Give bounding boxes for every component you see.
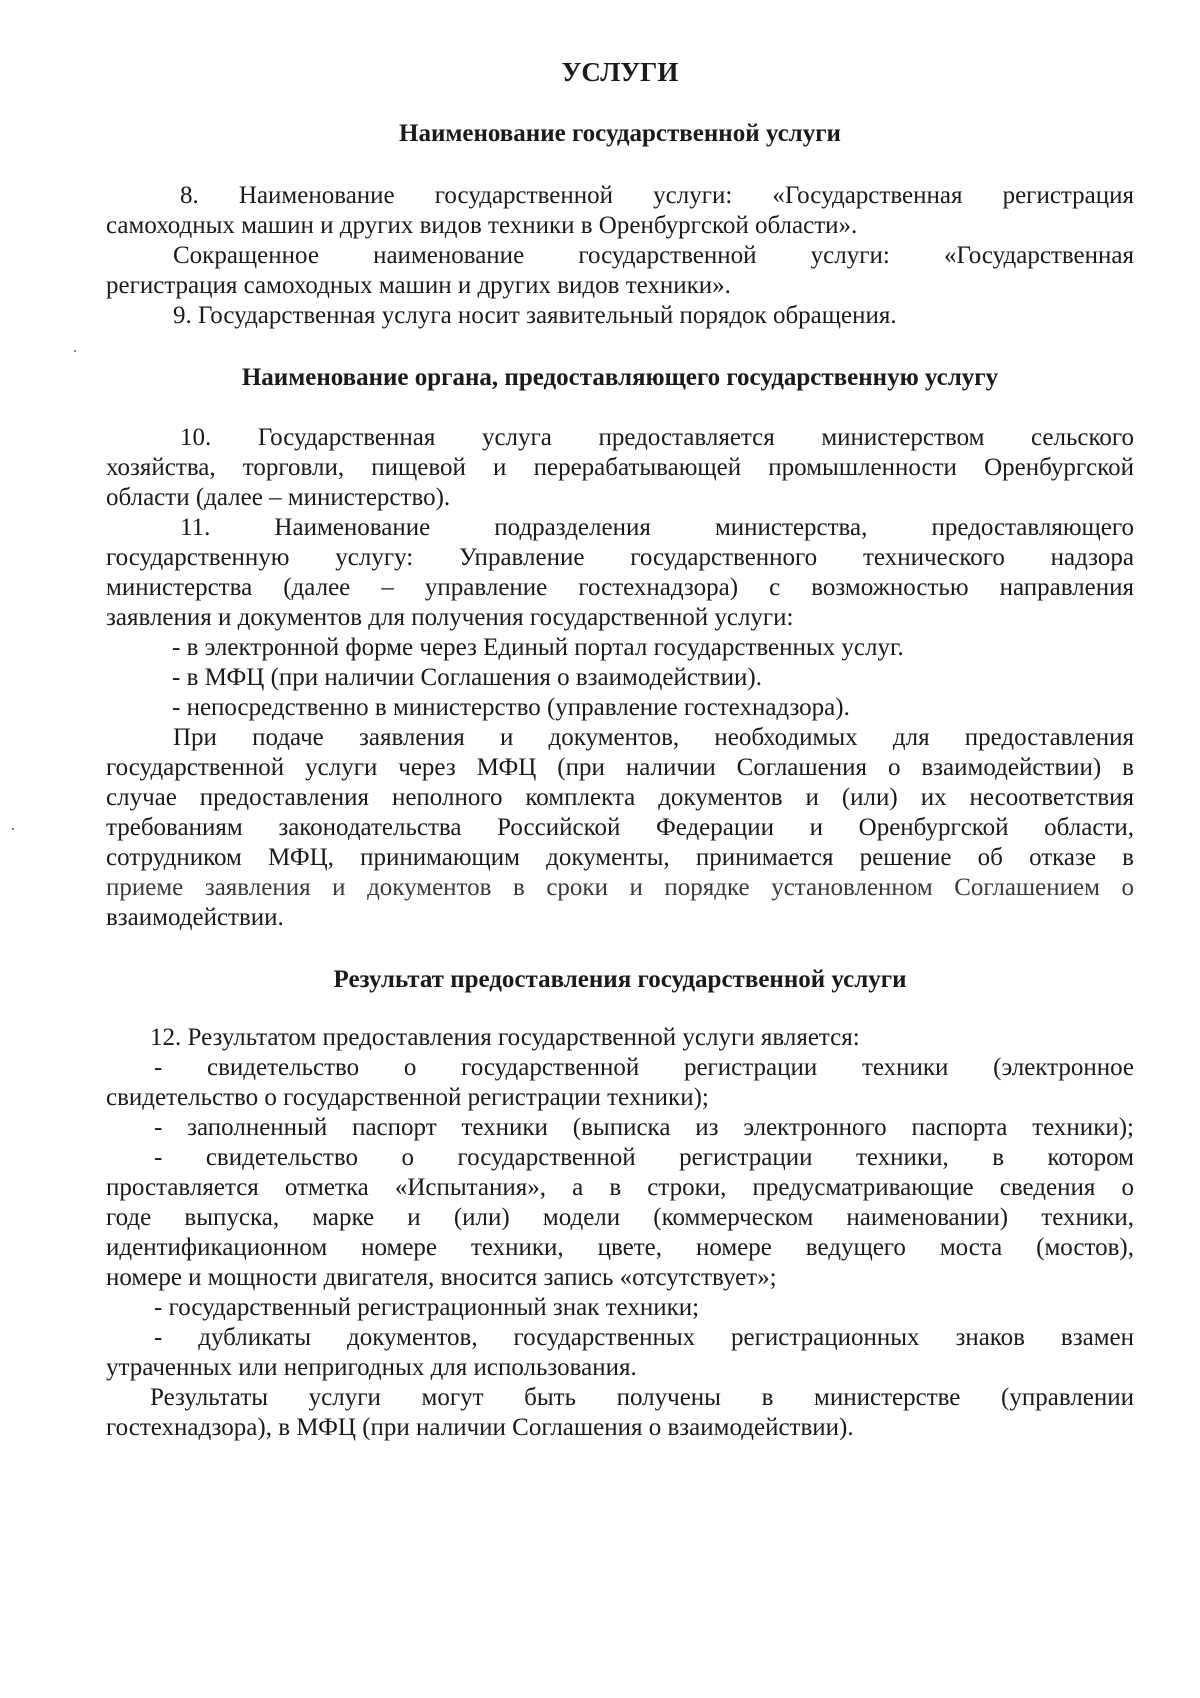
text-line: самоходных машин и других видов техники в Оренбургской области».: [106, 212, 858, 239]
text-line: 11. Наименование подразделения министерства, предоставляющего: [180, 514, 1134, 541]
list-item: - государственный регистрационный знак техники;: [154, 1294, 700, 1321]
text-line: Результаты услуги могут быть получены в министерстве (управлении: [150, 1384, 1134, 1411]
list-item: - непосредственно в министерство (управление гостехнадзора).: [172, 694, 850, 721]
text-line: свидетельство о государственной регистрации техники);: [106, 1084, 709, 1111]
text-line: приеме заявления и документов в сроки и порядке установленном Соглашением о: [106, 874, 1134, 901]
text-line: 9. Государственная услуга носит заявительный порядок обращения.: [173, 302, 897, 329]
section-heading: Наименование органа, предоставляющего государственную услугу: [241, 364, 999, 391]
page-title: УСЛУГИ: [561, 57, 679, 87]
text-line: годе выпуска, марке и (или) модели (коммерческом наименовании) техники,: [106, 1204, 1134, 1231]
text-line: заявления и документов для получения государственной услуги:: [106, 604, 794, 631]
text-line: области (далее – министерство).: [106, 484, 451, 511]
scan-speck: [12, 828, 14, 830]
text-line: государственную услугу: Управление государственного технического надзора: [106, 544, 1134, 571]
text-line: При подаче заявления и документов, необходимых для предоставления: [173, 724, 1134, 751]
list-item: - дубликаты документов, государственных регистрационных знаков взамен: [154, 1324, 1134, 1351]
text-line: Сокращенное наименование государственной услуги: «Государственная: [173, 242, 1134, 269]
list-item: - свидетельство о государственной регистрации техники (электронное: [154, 1054, 1134, 1081]
text-line: хозяйства, торговли, пищевой и перерабатывающей промышленности Оренбургской: [106, 454, 1134, 481]
text-line: номере и мощности двигателя, вносится запись «отсутствует»;: [106, 1264, 777, 1291]
scan-speck: [74, 350, 76, 352]
list-item: - свидетельство о государственной регистрации техники, в котором: [154, 1144, 1134, 1171]
text-line: 12. Результатом предоставления государственной услуги является:: [150, 1024, 860, 1051]
list-item: - в электронной форме через Единый портал государственных услуг.: [172, 634, 904, 661]
section-heading: Наименование государственной услуги: [399, 120, 841, 147]
text-line: случае предоставления неполного комплекта документов и (или) их несоответствия: [106, 784, 1134, 811]
text-line: сотрудником МФЦ, принимающим документы, принимается решение об отказе в: [106, 844, 1134, 871]
text-line: проставляется отметка «Испытания», а в строки, предусматривающие сведения о: [106, 1174, 1134, 1201]
text-line: государственной услуги через МФЦ (при наличии Соглашения о взаимодействии) в: [106, 754, 1134, 781]
section-heading: Результат предоставления государственной услуги: [333, 966, 907, 993]
text-line: министерства (далее – управление гостехнадзора) с возможностью направления: [106, 574, 1134, 601]
text-line: 10. Государственная услуга предоставляется министерством сельского: [180, 424, 1134, 451]
text-line: гостехнадзора), в МФЦ (при наличии Соглашения о взаимодействии).: [106, 1414, 854, 1441]
list-item: - заполненный паспорт техники (выписка из электронного паспорта техники);: [154, 1114, 1134, 1141]
text-line: требованиям законодательства Российской Федерации и Оренбургской области,: [106, 814, 1134, 841]
text-line: идентификационном номере техники, цвете, номере ведущего моста (мостов),: [106, 1234, 1134, 1261]
list-item: - в МФЦ (при наличии Соглашения о взаимодействии).: [172, 664, 762, 691]
text-line: 8. Наименование государственной услуги: «Государственная регистрация: [180, 182, 1134, 209]
text-line: регистрация самоходных машин и других видов техники».: [106, 272, 731, 299]
text-line: утраченных или непригодных для использования.: [106, 1354, 637, 1381]
text-line: взаимодействии.: [106, 904, 284, 931]
